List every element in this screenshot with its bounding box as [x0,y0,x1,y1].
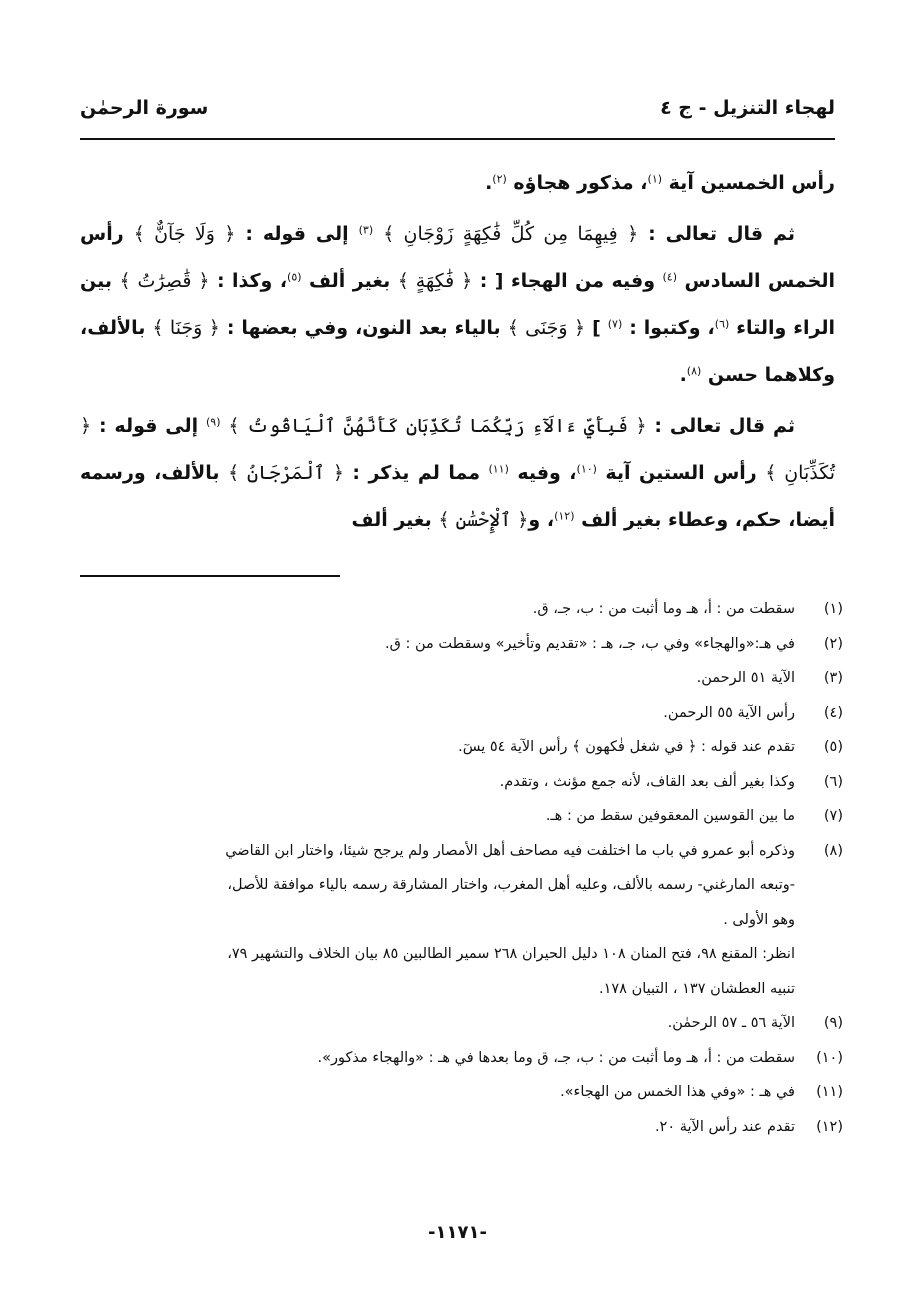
text-run: رأس الخمسين آية [662,172,835,194]
main-text [80,160,835,548]
footnote-line: تنبيه العطشان ١٣٧ ، التبيان ١٧٨. [598,980,795,997]
text-run: . [485,172,493,194]
footnote-line: وذكره أبو عمرو في باب ما اختلفت فيه مصاحف أهل الأمصار ولم يرجح شيئا، واختار ابن القاضي [225,842,795,859]
footnote [80,592,843,627]
footnote-line: ما بين القوسين المعقوفين سقط من : هـ. [545,808,795,824]
footnote [80,696,843,731]
quran-quote: ﴿ فَٰكِهَةٍ ﴾ [397,270,473,292]
text-run: ] [585,317,608,339]
footnote-ref: (٣) [358,223,374,237]
footnote-ref: (١١) [488,462,509,476]
footnote [80,834,843,1007]
footnote-text [80,834,795,1007]
footnote [80,1110,843,1145]
footnote [80,730,843,765]
footnote-line: وهو الأولى . [723,911,795,928]
footnote-number: (٩) [823,1015,843,1031]
text-run: مما لم يذكر : [343,462,489,484]
footnote-ref: (٤) [662,270,678,284]
quran-quote: ﴿ ٱلْمَرْجَانُ ﴾ [228,462,344,484]
text-run: ثم قال تعالى : [638,223,795,245]
footnote-number: (٢) [823,635,843,652]
footnote-ref: (٧) [607,317,623,331]
running-header [80,88,835,128]
footnote-text [80,765,795,800]
footnote-text [80,1110,795,1145]
text-run: ، وكتبوا : [622,317,715,339]
text-run: . [679,364,687,386]
footnote-ref: (٨) [686,364,702,378]
text-run: بالألف، ورسمه أيضا، حكم، وعطاء بغير ألف [80,462,835,531]
quran-quote: ﴿ تُكَذِّبَانِ ﴾ [80,415,835,484]
text-run: ، وفيه [508,462,577,484]
footnote-number: (٣) [823,670,843,686]
footnote-text [80,799,795,834]
footnote-ref: (٢) [492,172,507,186]
footnote-ref: (٦) [714,317,730,331]
footnote-line: سقطت من : أ، هـ وما أثبت من : ب، جـ، ق. [532,601,795,617]
footnote-number: (٤) [823,704,843,721]
footnote-line: في هـ:«والهجاء» وفي ب، جـ، هـ : «تقديم وتأخير» وسقطت من : ق. [385,635,795,652]
footnote-line: انظر: المقنع ٩٨، فتح المنان ١٠٨ دليل الحيران ٢٦٨ سمير الطالبين ٨٥ بيان الخلاف والتشهير ٧٩، [227,946,795,962]
footnote-number: (١٠) [816,1049,843,1066]
footnote-line: تقدم عند قوله : ﴿ في شغل فٰكهون ﴾ رأس الآية ٥٤ يسٓ. [458,739,795,755]
footnote [80,1075,843,1110]
quran-quote: ﴿ وَلَا جَآنٌّ ﴾ [133,223,236,245]
footnote-number: (١) [823,601,843,617]
footnote-line: تقدم عند رأس الآية ٢٠. [654,1118,795,1135]
text-run [373,223,383,245]
footnote-line: -وتبعه المارغني- رسمه بالألف، وعليه أهل المغرب، واختار المشارقة رسمه بالياء موافقة للأصل، [227,877,795,893]
quran-quote: ﴿ فِيهِمَا مِن كُلِّ فَٰكِهَةٍ زَوْجَانِ ﴾ [383,223,639,245]
quran-quote: ﴿ وَجَنَى ﴾ [507,317,586,339]
text-run: بغير ألف [301,270,398,292]
footnote-ref: (٩) [205,415,221,429]
text-run: بغير ألف [351,509,439,531]
quran-quote: ﴿ ٱلْإِحْسَٰنِ ﴾ [438,509,529,531]
footnote [80,661,843,696]
footnote-ref: (١) [647,172,663,186]
footnote-number: (٨) [823,842,843,859]
text-run: بين الراء والتاء [80,270,835,339]
footnote [80,765,843,800]
book-title: لهجاء التنزيل - ج ٤ [660,97,835,119]
footnote-line: سقطت من : أ، هـ وما أثبت من : ب، جـ، ق وما بعدها في هـ : «والهجاء مذكور». [317,1049,795,1066]
quran-quote: ﴿ فَبِأَيِّ ءَالَآءِ رَبِّكُمَا تُكَذِّبَانِ كَأَنَّهُنَّ ٱلْيَاقُوتُ ﴾ [228,415,647,437]
footnote-number: (٦) [823,773,843,790]
paragraph-3 [80,403,835,544]
footnote-line: وكذا بغير ألف بعد القاف، لأنه جمع مؤنث ، وتقدم. [499,773,795,790]
footnote [80,1006,843,1041]
text-run: بالألف، وكلاهما حسن [80,317,835,386]
footnote-text [80,627,795,662]
text-run: بالياء بعد النون، وفي بعضها : [219,317,508,339]
footnote-line: في هـ : «وفي هذا الخمس من الهجاء». [560,1084,795,1100]
text-run: إلى قوله : [91,415,206,437]
footnote-number: (٥) [823,739,843,755]
footnote-text [80,730,795,765]
text-run: ، مذكور هجاؤه [506,172,648,194]
footnote-line: الآية ٥٦ ـ ٥٧ الرحمٰن. [667,1015,795,1031]
footnote-text [80,1075,795,1110]
footnote [80,627,843,662]
paragraph-2 [80,211,835,399]
page-number: -١١٧١- [428,1222,487,1243]
footnote-ref: (١٠) [576,462,597,476]
quran-quote: ﴿ وَجَنَا ﴾ [152,317,220,339]
footnote-ref: (١٢) [554,509,575,523]
footnotes [80,592,843,1144]
header-rule [80,138,835,140]
footnote-text [80,696,795,731]
text-run: ثم قال تعالى : [646,415,795,437]
footnote-line: الآية ٥١ الرحمن. [696,670,795,686]
footnote [80,799,843,834]
footnote-text [80,592,795,627]
text-run: إلى قوله : [235,223,359,245]
footnote-text [80,1006,795,1041]
footnote-line: رأس الآية ٥٥ الرحمن. [663,704,795,721]
footnote [80,1041,843,1076]
footnote-number: (١١) [816,1084,843,1100]
footnote-ref: (٥) [287,270,302,284]
text-run: وفيه من الهجاء [ : [472,270,663,292]
quran-quote: ﴿ قَٰصِرَٰتُ ﴾ [119,270,210,292]
text-run: ، وكذا : [209,270,288,292]
paragraph-1 [80,160,835,207]
text-run: رأس الخمس السادس [80,223,835,292]
footnote-text [80,1041,795,1076]
footnote-number: (١٢) [816,1118,843,1135]
footnote-text [80,661,795,696]
text-run: رأس الستين آية [596,462,766,484]
footnote-separator [80,575,340,577]
surah-name: سورة الرحمٰن [80,97,209,119]
text-run: ، و [528,509,555,531]
footnote-number: (٧) [823,808,843,824]
